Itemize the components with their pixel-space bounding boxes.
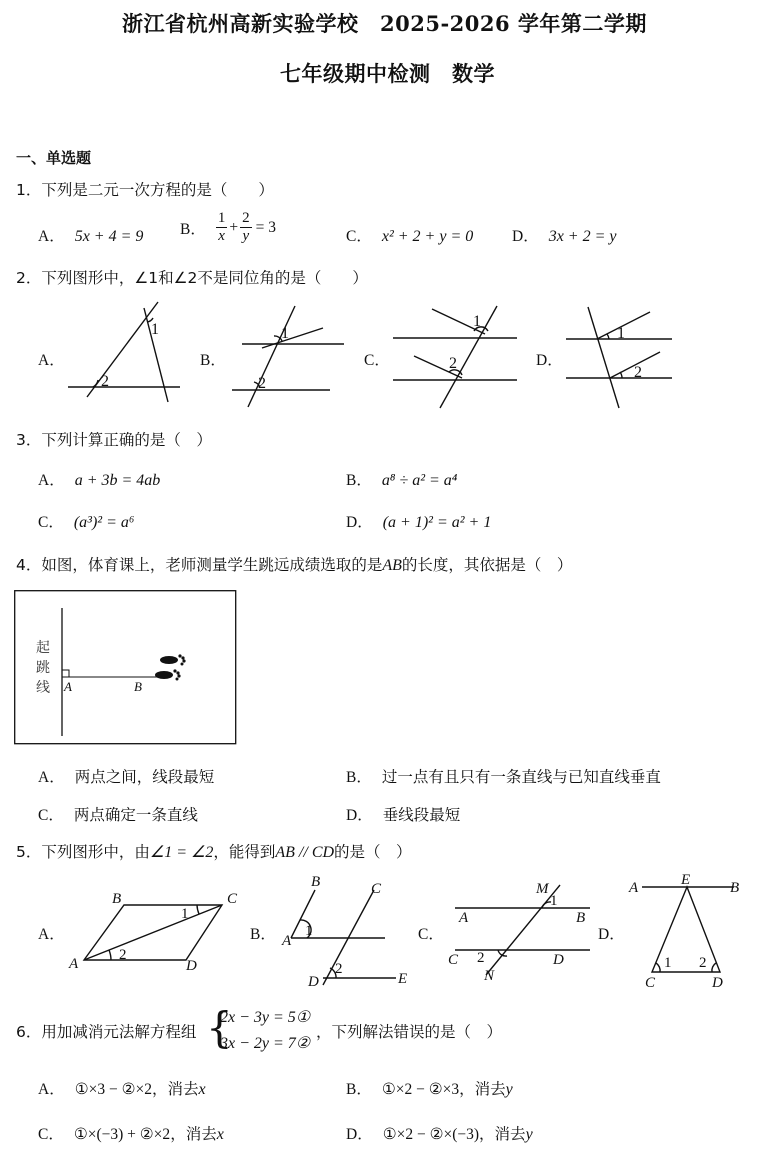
q4-figure	[14, 590, 238, 746]
q4-option-a[interactable]	[38, 765, 214, 787]
q2-figures	[0, 0, 774, 420]
angle-1-label: 1	[151, 321, 159, 338]
point-m: M	[536, 881, 549, 897]
condition: ∠1 = ∠2	[149, 844, 214, 861]
point-b-label: B	[134, 679, 142, 694]
option-label: D．	[346, 1126, 373, 1143]
page-subtitle: 七年级期中检测 数学	[280, 61, 495, 86]
angle-1-label: 1	[181, 906, 189, 922]
option-label: A．	[38, 472, 65, 489]
option-text: 过一点有且只有一条直线与已知直线垂直	[381, 768, 661, 786]
q5-option-a[interactable]: A．	[38, 926, 65, 943]
option-math: (a³)² = a⁶	[73, 514, 135, 531]
angle-arc	[656, 963, 660, 972]
option-text: 垂线段最短	[382, 806, 461, 824]
line-label-char: 线	[36, 681, 50, 696]
line	[248, 306, 295, 407]
system-brace: {	[206, 1003, 233, 1052]
angle-2-label: 2	[449, 355, 457, 372]
option-label: C．	[38, 514, 64, 531]
option-math: x² + 2 + y = 0	[381, 228, 474, 245]
option-label: B．	[346, 769, 372, 786]
q6-option-c[interactable]	[38, 1122, 224, 1144]
option-math: a + 3b = 4ab	[74, 472, 161, 489]
point-a-label: A	[64, 679, 72, 694]
page-title: 浙江省杭州高新实验学校 2025-2026 学年第二学期	[122, 11, 647, 36]
angle-1-label: 1	[664, 955, 672, 971]
option-math: (a + 1)² = a² + 1	[382, 514, 492, 531]
angle-arc	[712, 963, 716, 972]
q6-stem-post: ，下列解法错误的是（ ）	[316, 1023, 503, 1041]
angle-arc	[109, 950, 111, 960]
point-a: A	[629, 880, 639, 896]
option-expr: ①×2 − ②×3	[381, 1081, 460, 1098]
q5-stem: 5．下列图形中，由∠1 = ∠2，能得到AB // CD的是（ ）	[16, 843, 412, 861]
q5-option-c[interactable]: C．	[418, 926, 444, 943]
q3-option-c[interactable]	[38, 510, 134, 532]
point-b: B	[112, 891, 122, 907]
point-d: D	[712, 975, 723, 991]
point-b: B	[311, 874, 321, 890]
q1-stem: 1．下列是二元一次方程的是（ ）	[16, 181, 274, 199]
option-text: ，消去	[151, 1080, 199, 1098]
segment-ab: AB	[382, 557, 402, 574]
rhs: = 3	[255, 218, 276, 236]
angle-1-label: 1	[305, 923, 313, 939]
q2-option-a[interactable]: A．	[38, 352, 65, 369]
angle-arc	[93, 380, 98, 387]
section-heading: 一、单选题	[16, 149, 92, 167]
angle-2-label: 2	[101, 373, 109, 390]
option-label: A．	[38, 1081, 65, 1098]
point-d: D	[186, 958, 197, 974]
point-a: A	[282, 933, 292, 949]
triangle	[652, 887, 720, 972]
option-label: B．	[180, 220, 206, 238]
q5-option-d[interactable]: D．	[598, 926, 625, 943]
equation-2: 3x − 2y = 7②	[220, 1035, 311, 1052]
point-c: C	[448, 952, 459, 968]
option-expr: ①×2 − ②×(−3)	[382, 1126, 480, 1143]
point-a: A	[69, 956, 79, 972]
q6-option-a[interactable]	[38, 1077, 206, 1099]
option-label: C．	[346, 228, 372, 245]
point-d: D	[308, 974, 319, 990]
option-text: 两点之间，线段最短	[74, 768, 215, 786]
option-label: A．	[38, 769, 65, 786]
point-c: C	[371, 881, 382, 897]
option-var: x	[198, 1081, 206, 1098]
q3-stem: 3．下列计算正确的是（ ）	[16, 431, 212, 449]
q4-option-d[interactable]	[346, 803, 460, 825]
q5-option-b[interactable]: B．	[250, 926, 276, 943]
option-label: B．	[346, 1081, 372, 1098]
option-math: 3x + 2 = y	[548, 228, 617, 245]
line-label-char: 跳	[36, 661, 50, 676]
q6-option-b[interactable]	[346, 1077, 513, 1099]
point-e: E	[681, 872, 691, 888]
option-text: 两点确定一条直线	[73, 806, 198, 824]
footprints-icon	[155, 654, 186, 680]
point-b: B	[730, 880, 740, 896]
fraction: $\frac{1}{x}$	[217, 210, 226, 244]
option-var: y	[505, 1081, 513, 1098]
q5-figures	[0, 860, 774, 995]
q4-option-b[interactable]	[346, 765, 661, 787]
q4-option-c[interactable]	[38, 803, 198, 825]
point-b: B	[576, 910, 586, 926]
q2-stem: 2．下列图形中，∠1和∠2不是同位角的是（ ）	[16, 269, 368, 287]
fraction: $\frac{2}{y}$	[242, 210, 250, 244]
angle-arc	[197, 905, 199, 914]
point-c: C	[227, 891, 238, 907]
angle-1-label: 1	[473, 313, 481, 330]
point-c: C	[645, 975, 656, 991]
q3-option-b[interactable]	[346, 468, 457, 490]
point-e: E	[398, 971, 408, 987]
option-var: x	[216, 1126, 224, 1143]
angle-1-label: 1	[617, 325, 625, 342]
option-math: a⁸ ÷ a² = a⁴	[381, 472, 458, 489]
plus-sign: +	[229, 218, 239, 236]
point-n: N	[484, 968, 495, 984]
angle-arc	[620, 372, 622, 378]
option-expr: ①×(−3) + ②×2	[73, 1126, 171, 1143]
option-label: C．	[38, 1126, 64, 1143]
q2-option-d[interactable]: D．	[536, 352, 563, 369]
parallel-statement: AB // CD	[275, 844, 335, 861]
angle-2-label: 2	[119, 947, 127, 963]
angle-2-label: 2	[699, 955, 707, 971]
angle-2-label: 2	[477, 950, 485, 966]
option-math: 5x + 4 = 9	[74, 228, 144, 245]
equation-1: 2x − 3y = 5①	[220, 1009, 311, 1026]
line	[486, 885, 560, 975]
point-d: D	[553, 952, 564, 968]
q6-stem-pre: 6．用加减消元法解方程组	[16, 1023, 197, 1041]
option-label: D．	[346, 807, 373, 824]
line	[588, 307, 619, 408]
option-var: y	[525, 1126, 533, 1143]
angle-1-label: 1	[281, 325, 289, 342]
line-label-char: 起	[36, 641, 50, 656]
option-text: ，消去	[459, 1080, 506, 1098]
angle-1-label: 1	[550, 893, 558, 909]
q4-stem: 4．如图，体育课上，老师测量学生跳远成绩选取的是AB的长度，其依据是（ ）	[16, 556, 573, 574]
angle-2-label: 2	[258, 375, 266, 392]
option-text: ，消去	[479, 1125, 526, 1143]
q6-option-d[interactable]	[346, 1122, 533, 1144]
option-label: A．	[38, 228, 65, 245]
option-label: C．	[38, 807, 64, 824]
angle-2-label: 2	[335, 961, 343, 977]
q2-option-c[interactable]: C．	[364, 352, 390, 369]
angle-arc	[607, 334, 609, 339]
point-a: A	[459, 910, 469, 926]
q2-option-b[interactable]: B．	[200, 352, 226, 369]
option-expr: ①×3 − ②×2	[74, 1081, 152, 1098]
q3-option-d[interactable]	[346, 510, 491, 532]
q3-option-a[interactable]	[38, 468, 160, 490]
option-label: D．	[512, 228, 539, 245]
option-label: D．	[346, 514, 373, 531]
option-label: B．	[346, 472, 372, 489]
angle-2-label: 2	[634, 364, 642, 381]
right-angle-mark	[62, 670, 69, 677]
line	[262, 328, 323, 348]
option-text: ，消去	[170, 1125, 217, 1143]
